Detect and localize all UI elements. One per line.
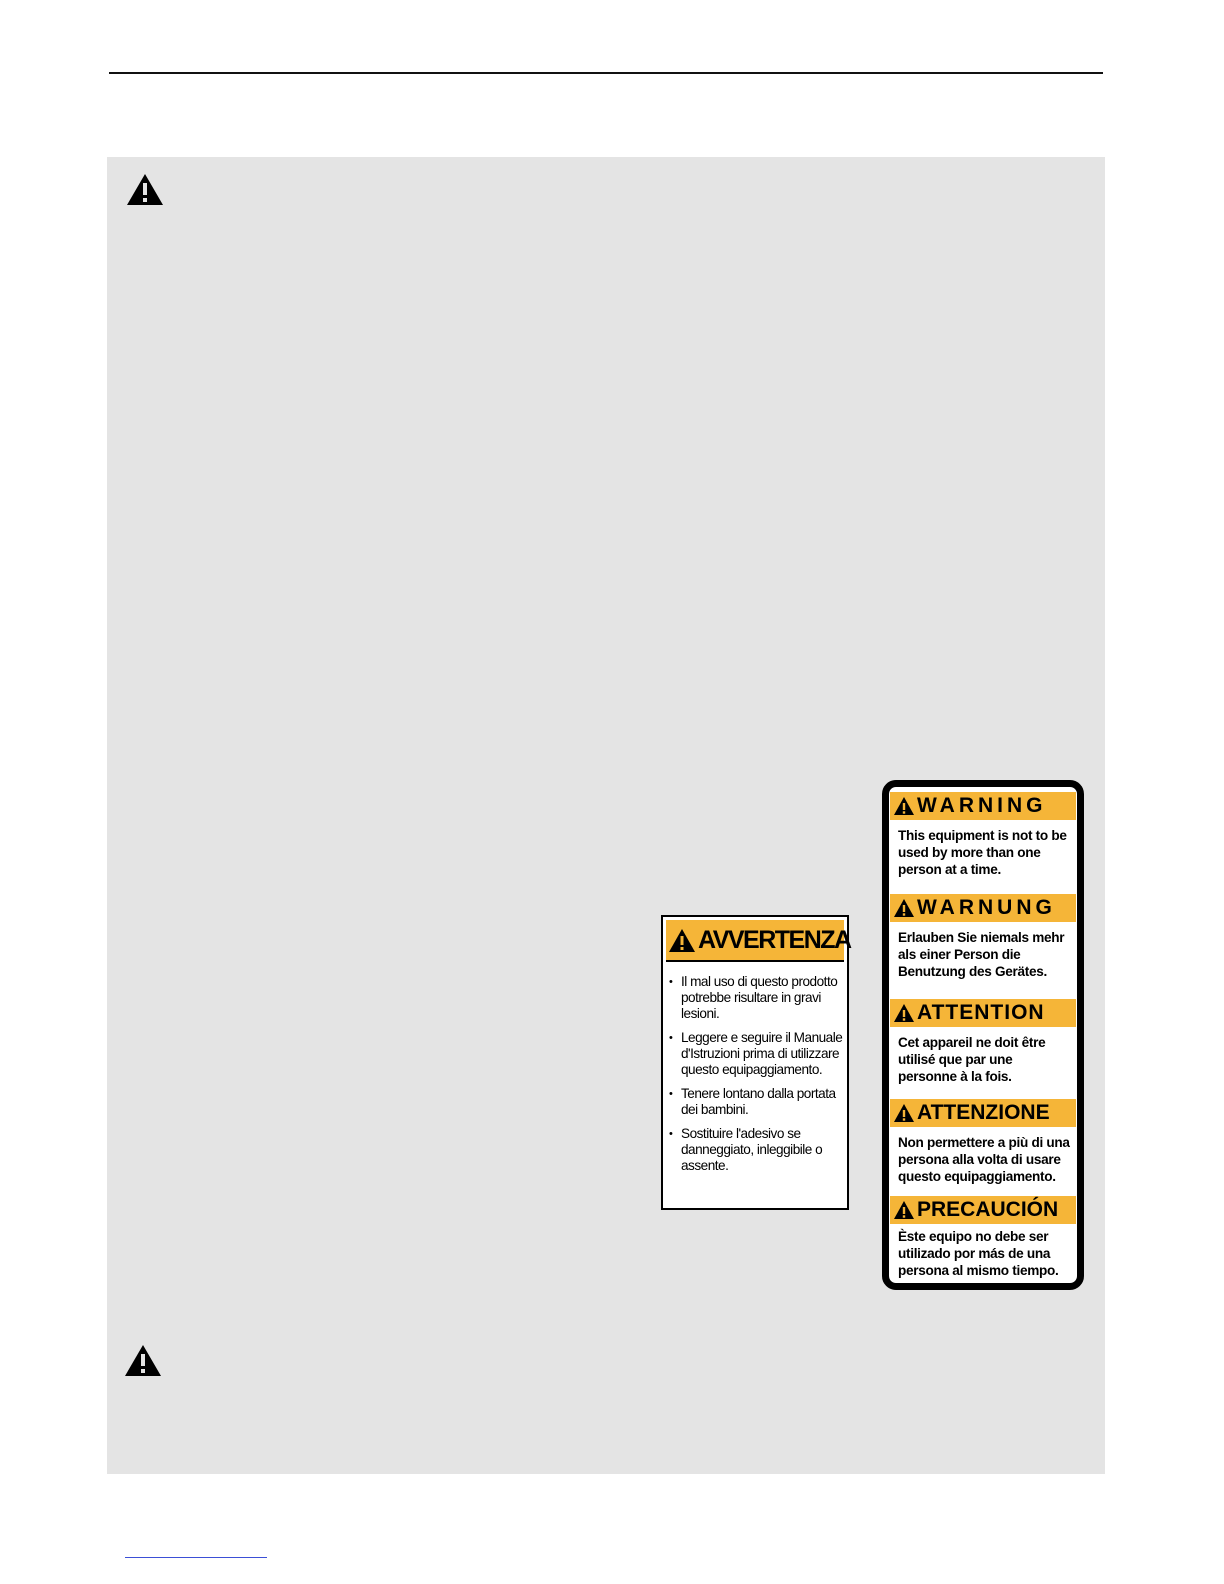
warning-triangle-icon — [124, 1344, 162, 1377]
decal-section-spanish — [890, 1196, 1076, 1279]
italian-warning-decal — [661, 915, 849, 1210]
warning-triangle-icon — [893, 1200, 915, 1220]
warning-triangle-icon — [126, 173, 164, 206]
decal-section-header — [890, 894, 1076, 922]
decal-section-text: Cet appareil ne doit être utilisé que par une personne à la fois. — [898, 1035, 1046, 1084]
decal-section-heading: ATTENTION — [917, 1001, 1045, 1024]
decal-section-header — [890, 1196, 1076, 1224]
list-item: • Leggere e seguire il Manuale d'Istruzioni prima di utilizzare questo equipaggiamento. — [669, 1030, 843, 1078]
warning-triangle-icon — [668, 928, 696, 953]
decal-section-italian — [890, 1099, 1076, 1185]
decal-section-heading: PRECAUCIÓN — [917, 1198, 1059, 1221]
multilingual-warning-decal — [882, 780, 1084, 1290]
decal-section-heading: WARNING — [917, 794, 1047, 817]
decal-section-header — [890, 999, 1076, 1027]
decal-section-heading: WARNUNG — [917, 896, 1056, 919]
warning-triangle-icon — [893, 796, 915, 816]
decal-section-text: Erlauben Sie niemals mehr als einer Person die Benutzung des Gerätes. — [898, 930, 1065, 979]
decal-section-text: Non permettere a più di una persona alla volta di usare questo equipaggiamento. — [898, 1135, 1070, 1184]
decal-section-english — [890, 792, 1076, 878]
decal-header — [666, 920, 851, 962]
list-item: • Sostituire l'adesivo se danneggiato, inleggibile o assente. — [669, 1126, 843, 1174]
top-rule — [109, 72, 1103, 74]
decal-section-header — [890, 792, 1076, 820]
decal-section-heading: ATTENZIONE — [917, 1101, 1050, 1124]
list-item: • Il mal uso di questo prodotto potrebbe risultare in gravi lesioni. — [669, 974, 843, 1022]
warning-triangle-icon — [893, 898, 915, 918]
warning-triangle-icon — [893, 1103, 915, 1123]
decal-heading: AVVERTENZA — [698, 925, 851, 954]
warning-triangle-icon — [893, 1003, 915, 1023]
decal-section-french — [890, 999, 1076, 1085]
decal-section-text: Èste equipo no debe ser utilizado por más de una persona al mismo tiempo. — [898, 1229, 1059, 1278]
decal-section-text: This equipment is not to be used by more than one person at a time. — [898, 828, 1067, 877]
decal-section-german — [890, 894, 1076, 980]
footer-link-underline[interactable] — [125, 1557, 267, 1558]
list-item: • Tenere lontano dalla portata dei bambini. — [669, 1086, 843, 1118]
decal-section-header — [890, 1099, 1076, 1127]
decal-list — [663, 974, 847, 1174]
